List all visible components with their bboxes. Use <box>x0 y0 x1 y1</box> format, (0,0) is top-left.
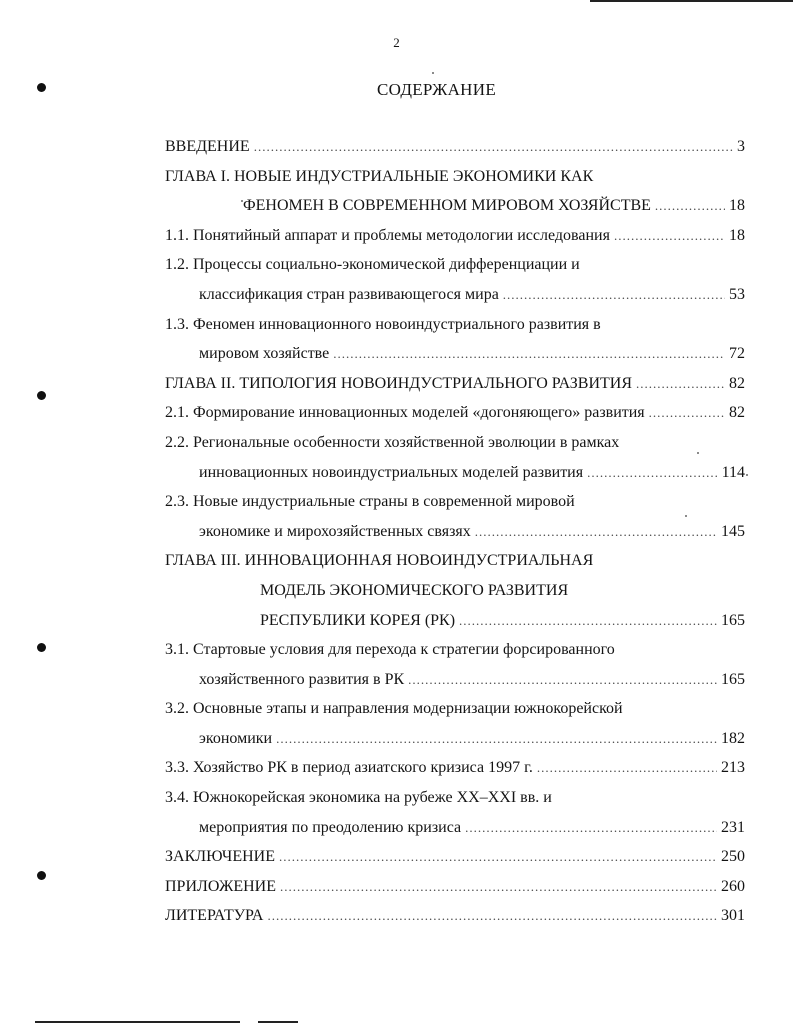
toc-entry-1-3-cont <box>165 345 745 375</box>
toc-entry-3-1-cont <box>165 671 745 701</box>
toc-entry-text: 3.4. Южнокорейская экономика на рубеже XX–XXI вв. и <box>165 789 552 807</box>
toc-entry-chapter-3-cont-2 <box>165 612 745 642</box>
toc-entry-1-1 <box>165 227 745 257</box>
toc-entry-1-3 <box>165 316 745 346</box>
toc-entry-chapter-3-cont <box>165 582 745 612</box>
toc-entry-text: хозяйственного развития в РК <box>199 670 405 688</box>
scan-speck <box>697 452 699 454</box>
toc-entry-text: 1.1. Понятийный аппарат и проблемы методологии исследования <box>165 226 610 244</box>
toc-entry-1-2-cont <box>165 286 745 316</box>
leader-dots <box>614 228 725 244</box>
toc-page-number: 250 <box>721 848 745 866</box>
toc-entry-text: МОДЕЛЬ ЭКОНОМИЧЕСКОГО РАЗВИТИЯ <box>260 581 569 599</box>
toc-entry-2-2-cont <box>165 464 745 494</box>
toc-entry-text: 3.1. Стартовые условия для перехода к стратегии форсированного <box>165 641 615 659</box>
leader-dots <box>503 287 725 303</box>
leader-dots <box>649 405 725 421</box>
scan-speck <box>241 200 243 202</box>
toc-entry-text: 1.2. Процессы социально-экономической дифференциации и <box>165 256 580 274</box>
leader-dots <box>587 465 717 481</box>
leader-dots <box>655 198 725 214</box>
toc-entry-3-4-cont <box>165 819 745 849</box>
scan-edge-line <box>258 1021 298 1023</box>
toc-page-number: 145 <box>721 522 745 540</box>
binding-hole-mark <box>37 83 46 92</box>
toc-entry-text: мировом хозяйстве <box>199 345 330 363</box>
toc-entry-text: 3.2. Основные этапы и направления модернизации южнокорейской <box>165 700 623 718</box>
toc-entry-3-4 <box>165 789 745 819</box>
toc-entry-2-3-cont <box>165 523 745 553</box>
toc-page-number: 182 <box>721 729 745 747</box>
toc-page-number: 82 <box>729 404 745 422</box>
toc-entry-literature <box>165 907 745 937</box>
toc-entry-text: ПРИЛОЖЕНИЕ <box>165 877 277 895</box>
toc-entry-text: ГЛАВА III. ИННОВАЦИОННАЯ НОВОИНДУСТРИАЛЬНАЯ <box>165 552 594 570</box>
toc-page-number: 165 <box>721 670 745 688</box>
toc-entry-chapter-1-cont <box>165 197 745 227</box>
binding-hole-mark <box>37 643 46 652</box>
toc-entry-1-2 <box>165 256 745 286</box>
toc-title: СОДЕРЖАНИЕ <box>376 80 497 99</box>
page-number: 2 <box>393 35 400 50</box>
toc-entry-3-1 <box>165 641 745 671</box>
toc-entry-chapter-2 <box>165 375 745 405</box>
toc-page-number: 165 <box>721 611 745 629</box>
leader-dots <box>475 524 717 540</box>
leader-dots <box>279 849 717 865</box>
toc-page-number: 3 <box>737 138 745 155</box>
toc-entry-text: ЛИТЕРАТУРА <box>165 907 264 925</box>
toc-entry-chapter-1 <box>165 168 745 198</box>
toc-entry-3-2-cont <box>165 730 745 760</box>
toc-page-number: 53 <box>729 285 745 303</box>
toc-entry-text: мероприятия по преодолению кризиса <box>199 818 462 836</box>
toc-entry-text: 3.3. Хозяйство РК в период азиатского кризиса 1997 г. <box>165 759 533 777</box>
toc-entry-text: РЕСПУБЛИКИ КОРЕЯ (РК) <box>260 611 456 629</box>
leader-dots <box>267 908 717 924</box>
toc-entry-text: ГЛАВА II. ТИПОЛОГИЯ НОВОИНДУСТРИАЛЬНОГО РАЗВИТИЯ <box>165 374 632 392</box>
binding-hole-mark <box>37 391 46 400</box>
leader-dots <box>333 346 725 362</box>
toc-entry-2-1 <box>165 404 745 434</box>
scan-edge-line <box>590 0 793 2</box>
toc-entry-text: ФЕНОМЕН В СОВРЕМЕННОМ МИРОВОМ ХОЗЯЙСТВЕ <box>243 197 651 215</box>
toc-entry-text: ВВЕДЕНИЕ <box>165 138 250 155</box>
toc-entry-text: классификация стран развивающегося мира <box>199 285 499 303</box>
toc-page-number: 82 <box>729 374 745 392</box>
table-of-contents <box>165 138 745 937</box>
toc-page-number: 18 <box>729 197 745 215</box>
toc-entry-text: 2.1. Формирование инновационных моделей «догоняющего» развития <box>165 404 645 422</box>
toc-page-number: 114 <box>721 463 745 481</box>
binding-hole-mark <box>37 871 46 880</box>
leader-dots <box>459 613 717 629</box>
toc-page-number: 72 <box>729 345 745 363</box>
toc-page-number: 213 <box>721 759 745 777</box>
leader-dots <box>537 760 717 776</box>
leader-dots <box>280 879 717 895</box>
toc-entry-text: инновационных новоиндустриальных моделей развития <box>199 463 584 481</box>
scan-speck <box>746 474 748 476</box>
toc-page-number: 231 <box>721 818 745 836</box>
toc-entry-3-3 <box>165 759 745 789</box>
toc-entry-text: экономики <box>199 729 273 747</box>
toc-page-number: 260 <box>721 877 745 895</box>
scan-speck <box>685 515 687 517</box>
leader-dots <box>254 139 733 155</box>
toc-entry-2-2 <box>165 434 745 464</box>
leader-dots <box>636 376 725 392</box>
toc-entry-text: 1.3. Феномен инновационного новоиндустриального развития в <box>165 315 601 333</box>
toc-entry-text: 2.2. Региональные особенности хозяйственной эволюции в рамках <box>165 433 620 451</box>
scan-edge-line <box>35 1021 240 1023</box>
toc-entry-chapter-3 <box>165 552 745 582</box>
toc-entry-text: 2.3. Новые индустриальные страны в современной мировой <box>165 493 575 511</box>
leader-dots <box>276 731 717 747</box>
leader-dots <box>408 672 717 688</box>
toc-entry-text: ГЛАВА I. НОВЫЕ ИНДУСТРИАЛЬНЫЕ ЭКОНОМИКИ КАК <box>165 167 594 185</box>
leader-dots <box>465 820 717 836</box>
toc-entry-text: ЗАКЛЮЧЕНИЕ <box>165 848 275 866</box>
toc-entry-conclusion <box>165 848 745 878</box>
toc-entry-text: экономике и мирохозяйственных связях <box>199 522 471 540</box>
toc-page-number: 18 <box>729 226 745 244</box>
toc-entry-3-2 <box>165 700 745 730</box>
toc-entry-introduction <box>165 138 745 168</box>
toc-page-number: 301 <box>721 907 745 925</box>
toc-entry-2-3 <box>165 493 745 523</box>
scan-speck <box>432 72 434 74</box>
toc-entry-appendix <box>165 878 745 908</box>
